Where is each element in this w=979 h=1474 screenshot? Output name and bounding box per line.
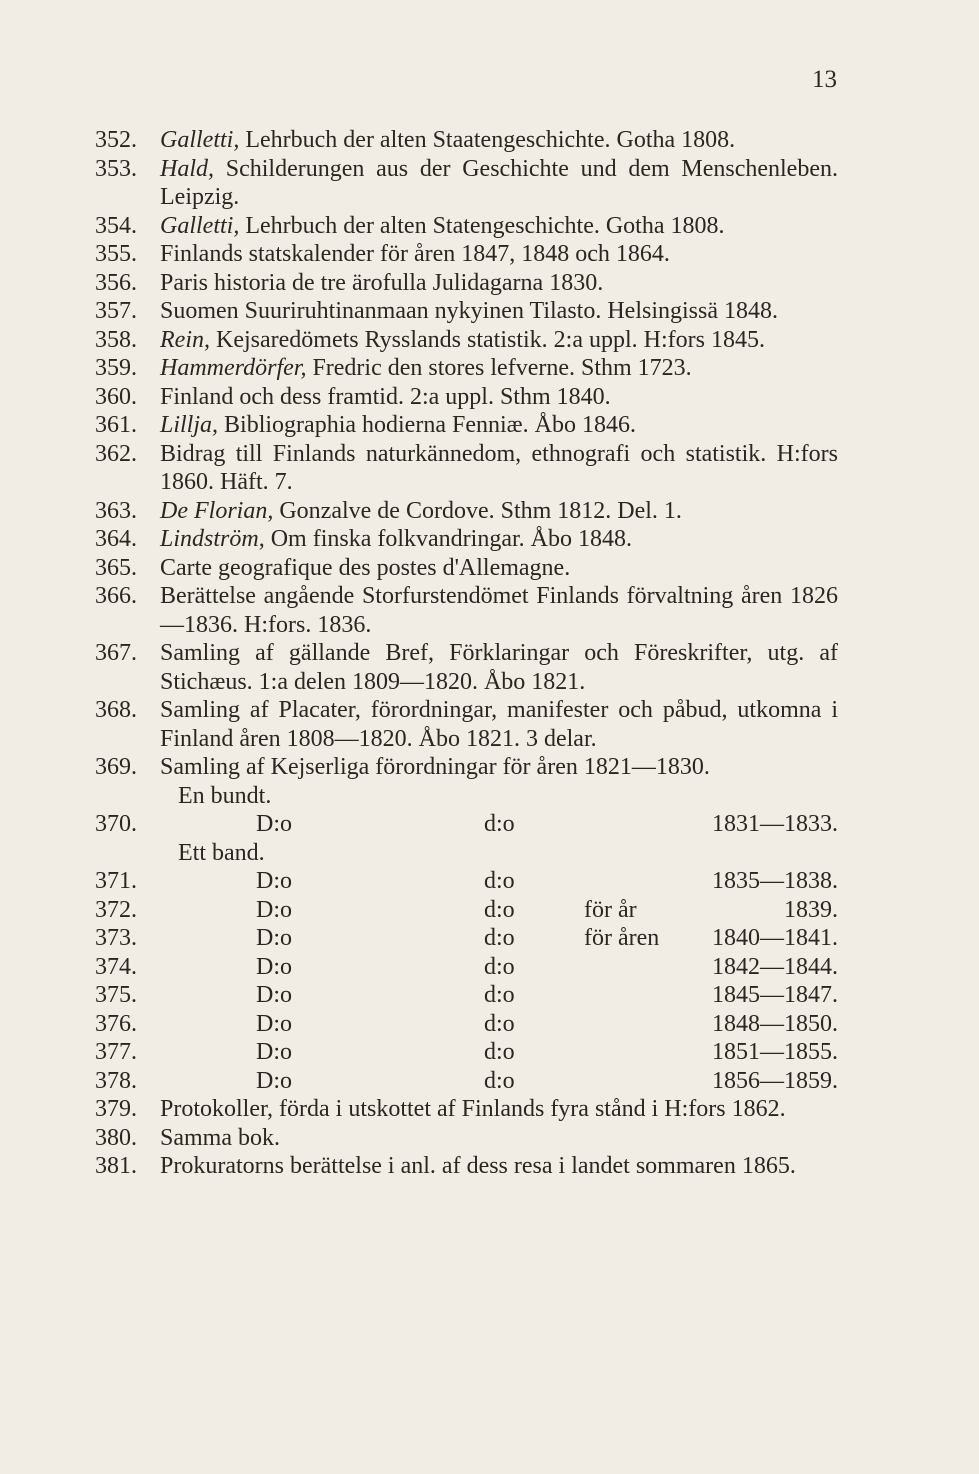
ditto-mark: d:o bbox=[484, 1039, 515, 1065]
catalogue-entry bbox=[0, 1095, 979, 1124]
ditto-entry bbox=[0, 810, 979, 839]
entry-number: 358. bbox=[95, 326, 137, 353]
ditto-mark: D:o bbox=[256, 953, 292, 980]
entry-text: Lindström, Om finska folkvandringar. Åbo 1848. bbox=[160, 526, 632, 552]
ditto-entry bbox=[0, 1067, 979, 1096]
entry-text: Samling af gällande Bref, Förklaringar och Föreskrifter, utg. af Stichæus. 1:a delen 1809—1820. Åbo 1821. bbox=[160, 640, 838, 695]
entry-number: 378. bbox=[95, 1067, 137, 1094]
ditto-mark: D:o bbox=[256, 1039, 292, 1065]
catalogue-entry bbox=[0, 639, 979, 696]
entry-text: Finlands statskalender för åren 1847, 1848 och 1864. bbox=[160, 241, 670, 267]
catalogue-entry bbox=[0, 326, 979, 355]
catalogue-list bbox=[0, 126, 979, 1181]
entry-text: Hald, Schilderungen aus der Geschichte und dem Menschenleben. Leipzig. bbox=[160, 155, 838, 210]
entry-text: Paris historia de tre ärofulla Julidagarna 1830. bbox=[160, 269, 604, 296]
catalogue-entry bbox=[0, 354, 979, 383]
catalogue-entry bbox=[0, 240, 979, 269]
ditto-mark: d:o bbox=[484, 811, 515, 837]
entry-text: De Florian, Gonzalve de Cordove. Sthm 1812. Del. 1. bbox=[160, 497, 682, 524]
ditto-mark: D:o bbox=[256, 1067, 292, 1094]
catalogue-entry bbox=[0, 269, 979, 298]
ditto-mark: D:o bbox=[256, 982, 292, 1008]
entry-author: Galletti, bbox=[160, 127, 240, 153]
entry-number: 376. bbox=[95, 1010, 137, 1037]
catalogue-entry bbox=[0, 497, 979, 526]
entry-number: 356. bbox=[95, 269, 137, 296]
year-prefix: för åren bbox=[584, 925, 660, 951]
year-prefix: för år bbox=[584, 896, 637, 923]
entry-number: 370. bbox=[95, 811, 137, 837]
ditto-mark: D:o bbox=[256, 1010, 292, 1037]
ditto-entry bbox=[0, 896, 979, 925]
ditto-mark: d:o bbox=[484, 1067, 515, 1094]
entry-text: Prokuratorns berättelse i anl. af dess resa i landet sommaren 1865. bbox=[160, 1153, 796, 1179]
ditto-entry bbox=[0, 924, 979, 953]
entry-author: Hald, bbox=[160, 155, 214, 182]
entry-number: 377. bbox=[95, 1039, 137, 1065]
entry-number: 355. bbox=[95, 241, 137, 267]
entry-text: Samma bok. bbox=[160, 1124, 280, 1151]
catalogue-entry bbox=[0, 126, 979, 155]
entry-number: 361. bbox=[95, 412, 137, 438]
entry-number: 364. bbox=[95, 526, 137, 552]
entry-number: 368. bbox=[95, 697, 137, 723]
ditto-mark: d:o bbox=[484, 925, 515, 951]
ditto-mark: d:o bbox=[484, 1010, 515, 1037]
catalogue-entry bbox=[0, 440, 979, 497]
entry-number: 379. bbox=[95, 1096, 137, 1122]
catalogue-entry bbox=[0, 1152, 979, 1181]
entry-number: 380. bbox=[95, 1124, 137, 1151]
ditto-entry bbox=[0, 1010, 979, 1039]
catalogue-entry bbox=[0, 155, 979, 212]
ditto-entry bbox=[0, 867, 979, 896]
entry-number: 365. bbox=[95, 554, 137, 581]
year-range: 1848—1850. bbox=[712, 1010, 838, 1037]
catalogue-entry bbox=[0, 753, 979, 782]
ditto-mark: D:o bbox=[256, 868, 292, 894]
entry-number: 352. bbox=[95, 127, 137, 153]
ditto-entry bbox=[0, 1038, 979, 1067]
entry-text: Finland och dess framtid. 2:a uppl. Sthm 1840. bbox=[160, 383, 611, 410]
entry-text: Protokoller, förda i utskottet af Finlands fyra stånd i H:fors 1862. bbox=[160, 1096, 786, 1122]
year-range: 1856—1859. bbox=[712, 1067, 838, 1094]
entry-number: 354. bbox=[95, 212, 137, 239]
entry-number: 360. bbox=[95, 383, 137, 410]
entry-number: 372. bbox=[95, 896, 137, 923]
entry-text: Lillja, Bibliographia hodierna Fenniæ. Åbo 1846. bbox=[160, 412, 636, 438]
entry-text: Hammerdörfer, Fredric den stores lefverne. Sthm 1723. bbox=[160, 355, 692, 381]
ditto-mark: d:o bbox=[484, 982, 515, 1008]
catalogue-entry bbox=[0, 297, 979, 326]
ditto-entry bbox=[0, 953, 979, 982]
entry-author: Rein, bbox=[160, 326, 210, 353]
catalogue-entry bbox=[0, 383, 979, 412]
year-range: 1845—1847. bbox=[712, 982, 838, 1008]
entry-number: 357. bbox=[95, 298, 137, 324]
entry-number: 353. bbox=[95, 155, 137, 182]
ditto-mark: d:o bbox=[484, 896, 515, 923]
catalogue-entry bbox=[0, 525, 979, 554]
ditto-entry bbox=[0, 981, 979, 1010]
entry-author: Hammerdörfer, bbox=[160, 355, 307, 381]
entry-author: Galletti, bbox=[160, 212, 240, 239]
catalogue-entry bbox=[0, 411, 979, 440]
entry-text: Samling af Placater, förordningar, manifester och påbud, utkomna i Finland åren 1808—1820. Åbo 1821. 3 delar. bbox=[160, 697, 838, 752]
entry-number: 366. bbox=[95, 583, 137, 609]
entry-text: Carte geografique des postes d'Allemagne. bbox=[160, 554, 571, 581]
entry-text: Samling af Kejserliga förordningar för åren 1821—1830. bbox=[160, 754, 710, 780]
ditto-mark: D:o bbox=[256, 925, 292, 951]
entry-number: 367. bbox=[95, 640, 137, 666]
ditto-mark: d:o bbox=[484, 868, 515, 894]
entry-number: 381. bbox=[95, 1153, 137, 1179]
year-range: 1839. bbox=[784, 896, 838, 923]
catalogue-entry bbox=[0, 696, 979, 753]
entry-text: Rein, Kejsaredömets Rysslands statistik. 2:a uppl. H:fors 1845. bbox=[160, 326, 765, 353]
entry-text: Galletti, Lehrbuch der alten Staatengeschichte. Gotha 1808. bbox=[160, 127, 736, 153]
catalogue-entry bbox=[0, 212, 979, 241]
page-number: 13 bbox=[812, 66, 837, 93]
catalogue-entry bbox=[0, 1124, 979, 1153]
catalogue-entry bbox=[0, 582, 979, 639]
entry-number: 363. bbox=[95, 497, 137, 524]
entry-author: De Florian, bbox=[160, 497, 274, 524]
year-range: 1851—1855. bbox=[712, 1039, 838, 1065]
entry-number: 369. bbox=[95, 754, 137, 780]
year-range: 1840—1841. bbox=[712, 925, 838, 951]
year-range: 1842—1844. bbox=[712, 953, 838, 980]
entry-subline: En bundt. bbox=[178, 782, 272, 809]
entry-text: Berättelse angående Storfurstendömet Finlands förvaltning åren 1826—1836. H:fors. 1836. bbox=[160, 583, 838, 638]
entry-subline: Ett band. bbox=[178, 839, 265, 866]
entry-author: Lindström, bbox=[160, 526, 265, 552]
entry-number: 375. bbox=[95, 982, 137, 1008]
catalogue-entry bbox=[0, 554, 979, 583]
year-range: 1831—1833. bbox=[712, 811, 838, 837]
entry-text: Suomen Suuriruhtinanmaan nykyinen Tilasto. Helsingissä 1848. bbox=[160, 298, 778, 324]
entry-author: Lillja, bbox=[160, 412, 219, 438]
year-range: 1835—1838. bbox=[712, 868, 838, 894]
ditto-mark: d:o bbox=[484, 953, 515, 980]
entry-number: 362. bbox=[95, 440, 137, 467]
entry-number: 371. bbox=[95, 868, 137, 894]
ditto-mark: D:o bbox=[256, 811, 292, 837]
entry-number: 359. bbox=[95, 355, 137, 381]
entry-number: 374. bbox=[95, 953, 137, 980]
entry-text: Galletti, Lehrbuch der alten Statengeschichte. Gotha 1808. bbox=[160, 212, 725, 239]
ditto-mark: D:o bbox=[256, 896, 292, 923]
entry-text: Bidrag till Finlands naturkännedom, ethnografi och statistik. H:fors 1860. Häft. 7. bbox=[160, 440, 838, 495]
entry-number: 373. bbox=[95, 925, 137, 951]
